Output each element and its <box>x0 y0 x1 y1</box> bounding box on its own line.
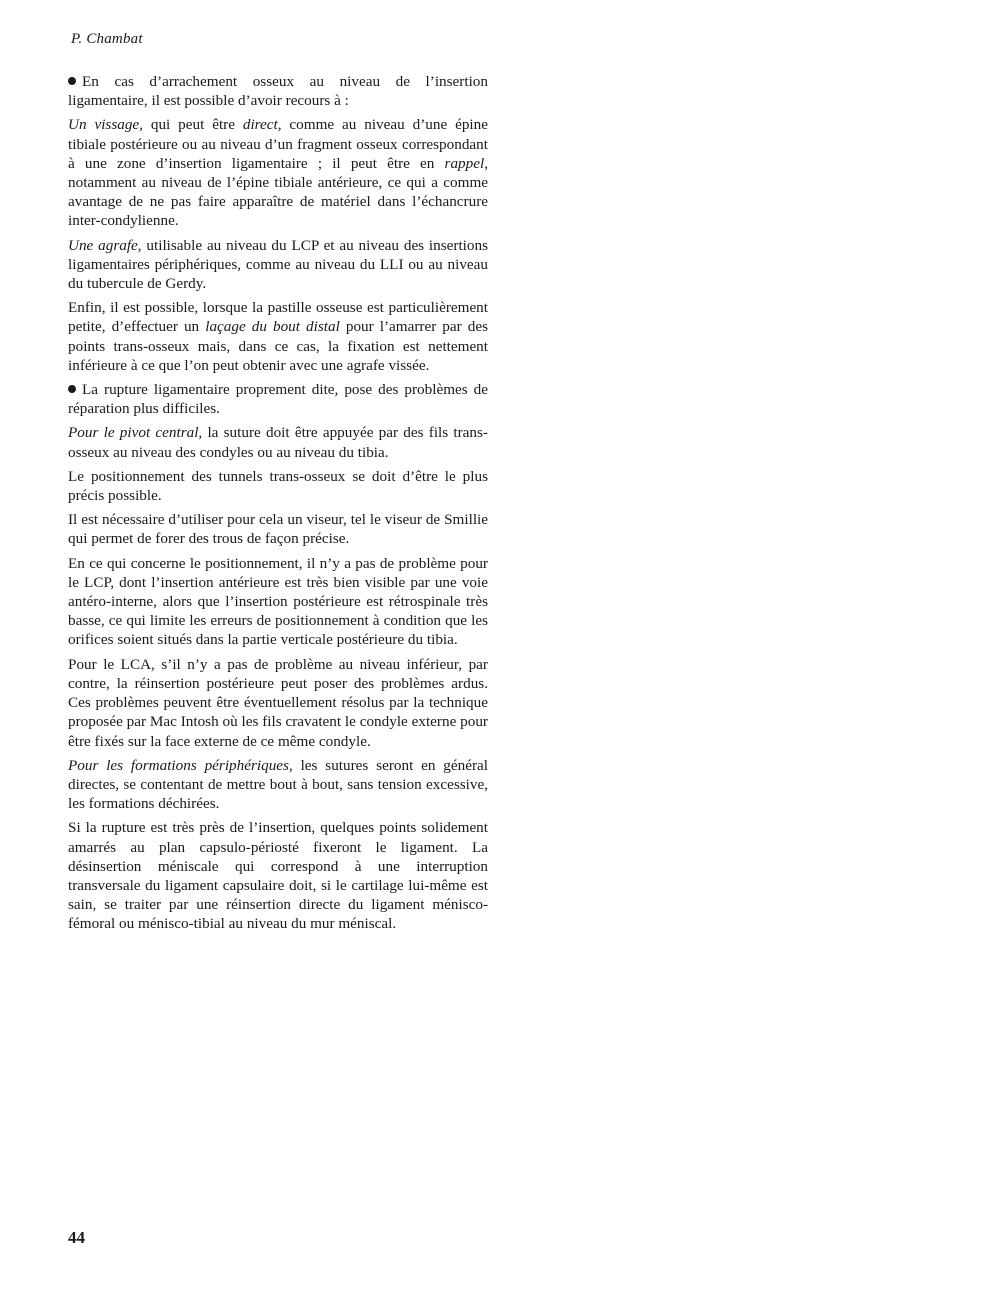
paragraph <box>68 756 488 814</box>
paragraph <box>68 510 488 548</box>
text-run: La rupture ligamentaire proprement dite, pose des problèmes de réparation plus difficiles. <box>68 381 488 418</box>
paragraph <box>68 818 488 933</box>
text-run: pour l’amarrer par des points trans-osseux mais, dans ce cas, la fixation est nettement inférieure à ce que l’on peut obtenir avec une agrafe vissée. <box>68 318 488 374</box>
text-run: En cas d’arrachement osseux au niveau de l’insertion ligamentaire, il est possible d’avoir recours à : <box>68 73 488 110</box>
italic-term: rappel, <box>444 154 488 172</box>
italic-term: Pour les formations périphériques, <box>68 756 293 774</box>
text-run: comme au niveau d’une épine tibiale postérieure ou au niveau d’un fragment osseux correspondant à une zone d’insertion ligamentaire ; il peut être en <box>68 116 488 172</box>
italic-term: direct, <box>242 116 282 134</box>
paragraph <box>68 72 488 110</box>
text-run: Si la rupture est très près de l’insertion, quelques points solidement amarrés au plan capsulo-périosté fixeront le ligament. La désinsertion méniscale qui correspond à une interruption transversale du ligament capsulaire doit, si le cartilage lui-même est sain, se traiter par une réinsertion directe du ligament ménisco-fémoral ou ménisco-tibial au niveau du mur méniscal. <box>68 819 488 933</box>
text-run: qui peut être <box>142 116 243 134</box>
text-run: Pour le LCA, s’il n’y a pas de problème au niveau inférieur, par contre, la réinsertion postérieure peut poser des problèmes ardus. Ces problèmes peuvent être éventuellement résolus par la technique proposée par Mac Intosh où les fils cravatent le condyle externe pour être fixés sur la face externe de ce même condyle. <box>68 655 488 750</box>
italic-term: laçage du bout distal <box>205 318 340 336</box>
running-head-author: P. Chambat <box>71 31 143 47</box>
text-run: Le positionnement des tunnels trans-osseux se doit d’être le plus précis possible. <box>68 467 488 505</box>
body-text-column <box>68 72 488 939</box>
italic-term: Un vissage, <box>68 116 143 134</box>
paragraph <box>68 236 488 294</box>
text-run: les sutures seront en général directes, se contentant de mettre bout à bout, sans tension excessive, les formations déchirées. <box>68 756 488 813</box>
text-run: notamment au niveau de l’épine tibiale antérieure, ce qui a comme avantage de ne pas faire apparaître de matériel dans l’échancrure inter-condylienne. <box>68 174 488 230</box>
paragraph <box>68 467 488 505</box>
text-run: En ce qui concerne le positionnement, il n’y a pas de problème pour le LCP, dont l’insertion antérieure est très bien visible par une voie antéro-interne, alors que l’insertion postérieure est rétrospinale très basse, ce qui limite les erreurs de positionnement à condition que les orifices soient situés dans la partie verticale postérieure du tibia. <box>68 554 488 649</box>
text-run: la suture doit être appuyée par des fils trans-osseux au niveau des condyles ou au niveau du tibia. <box>68 424 488 461</box>
italic-term: Une agrafe, <box>68 236 142 254</box>
text-run: Il est nécessaire d’utiliser pour cela un viseur, tel le viseur de Smillie qui permet de forer des trous de façon précise. <box>68 511 488 548</box>
paragraph <box>68 298 488 375</box>
text-run: Enfin, il est possible, lorsque la pastille osseuse est particulièrement petite, d’effectuer un <box>68 299 488 336</box>
paragraph <box>68 380 488 418</box>
paragraph <box>68 115 488 230</box>
page-number: 44 <box>68 1228 85 1247</box>
bullet-icon <box>68 385 76 393</box>
text-run: utilisable au niveau du LCP et au niveau des insertions ligamentaires périphériques, comme au niveau du LLI ou au niveau du tubercule de Gerdy. <box>68 236 488 293</box>
bullet-icon <box>68 77 76 85</box>
paragraph <box>68 554 488 650</box>
paragraph <box>68 655 488 751</box>
paragraph <box>68 423 488 461</box>
italic-term: Pour le pivot central, <box>68 424 203 442</box>
